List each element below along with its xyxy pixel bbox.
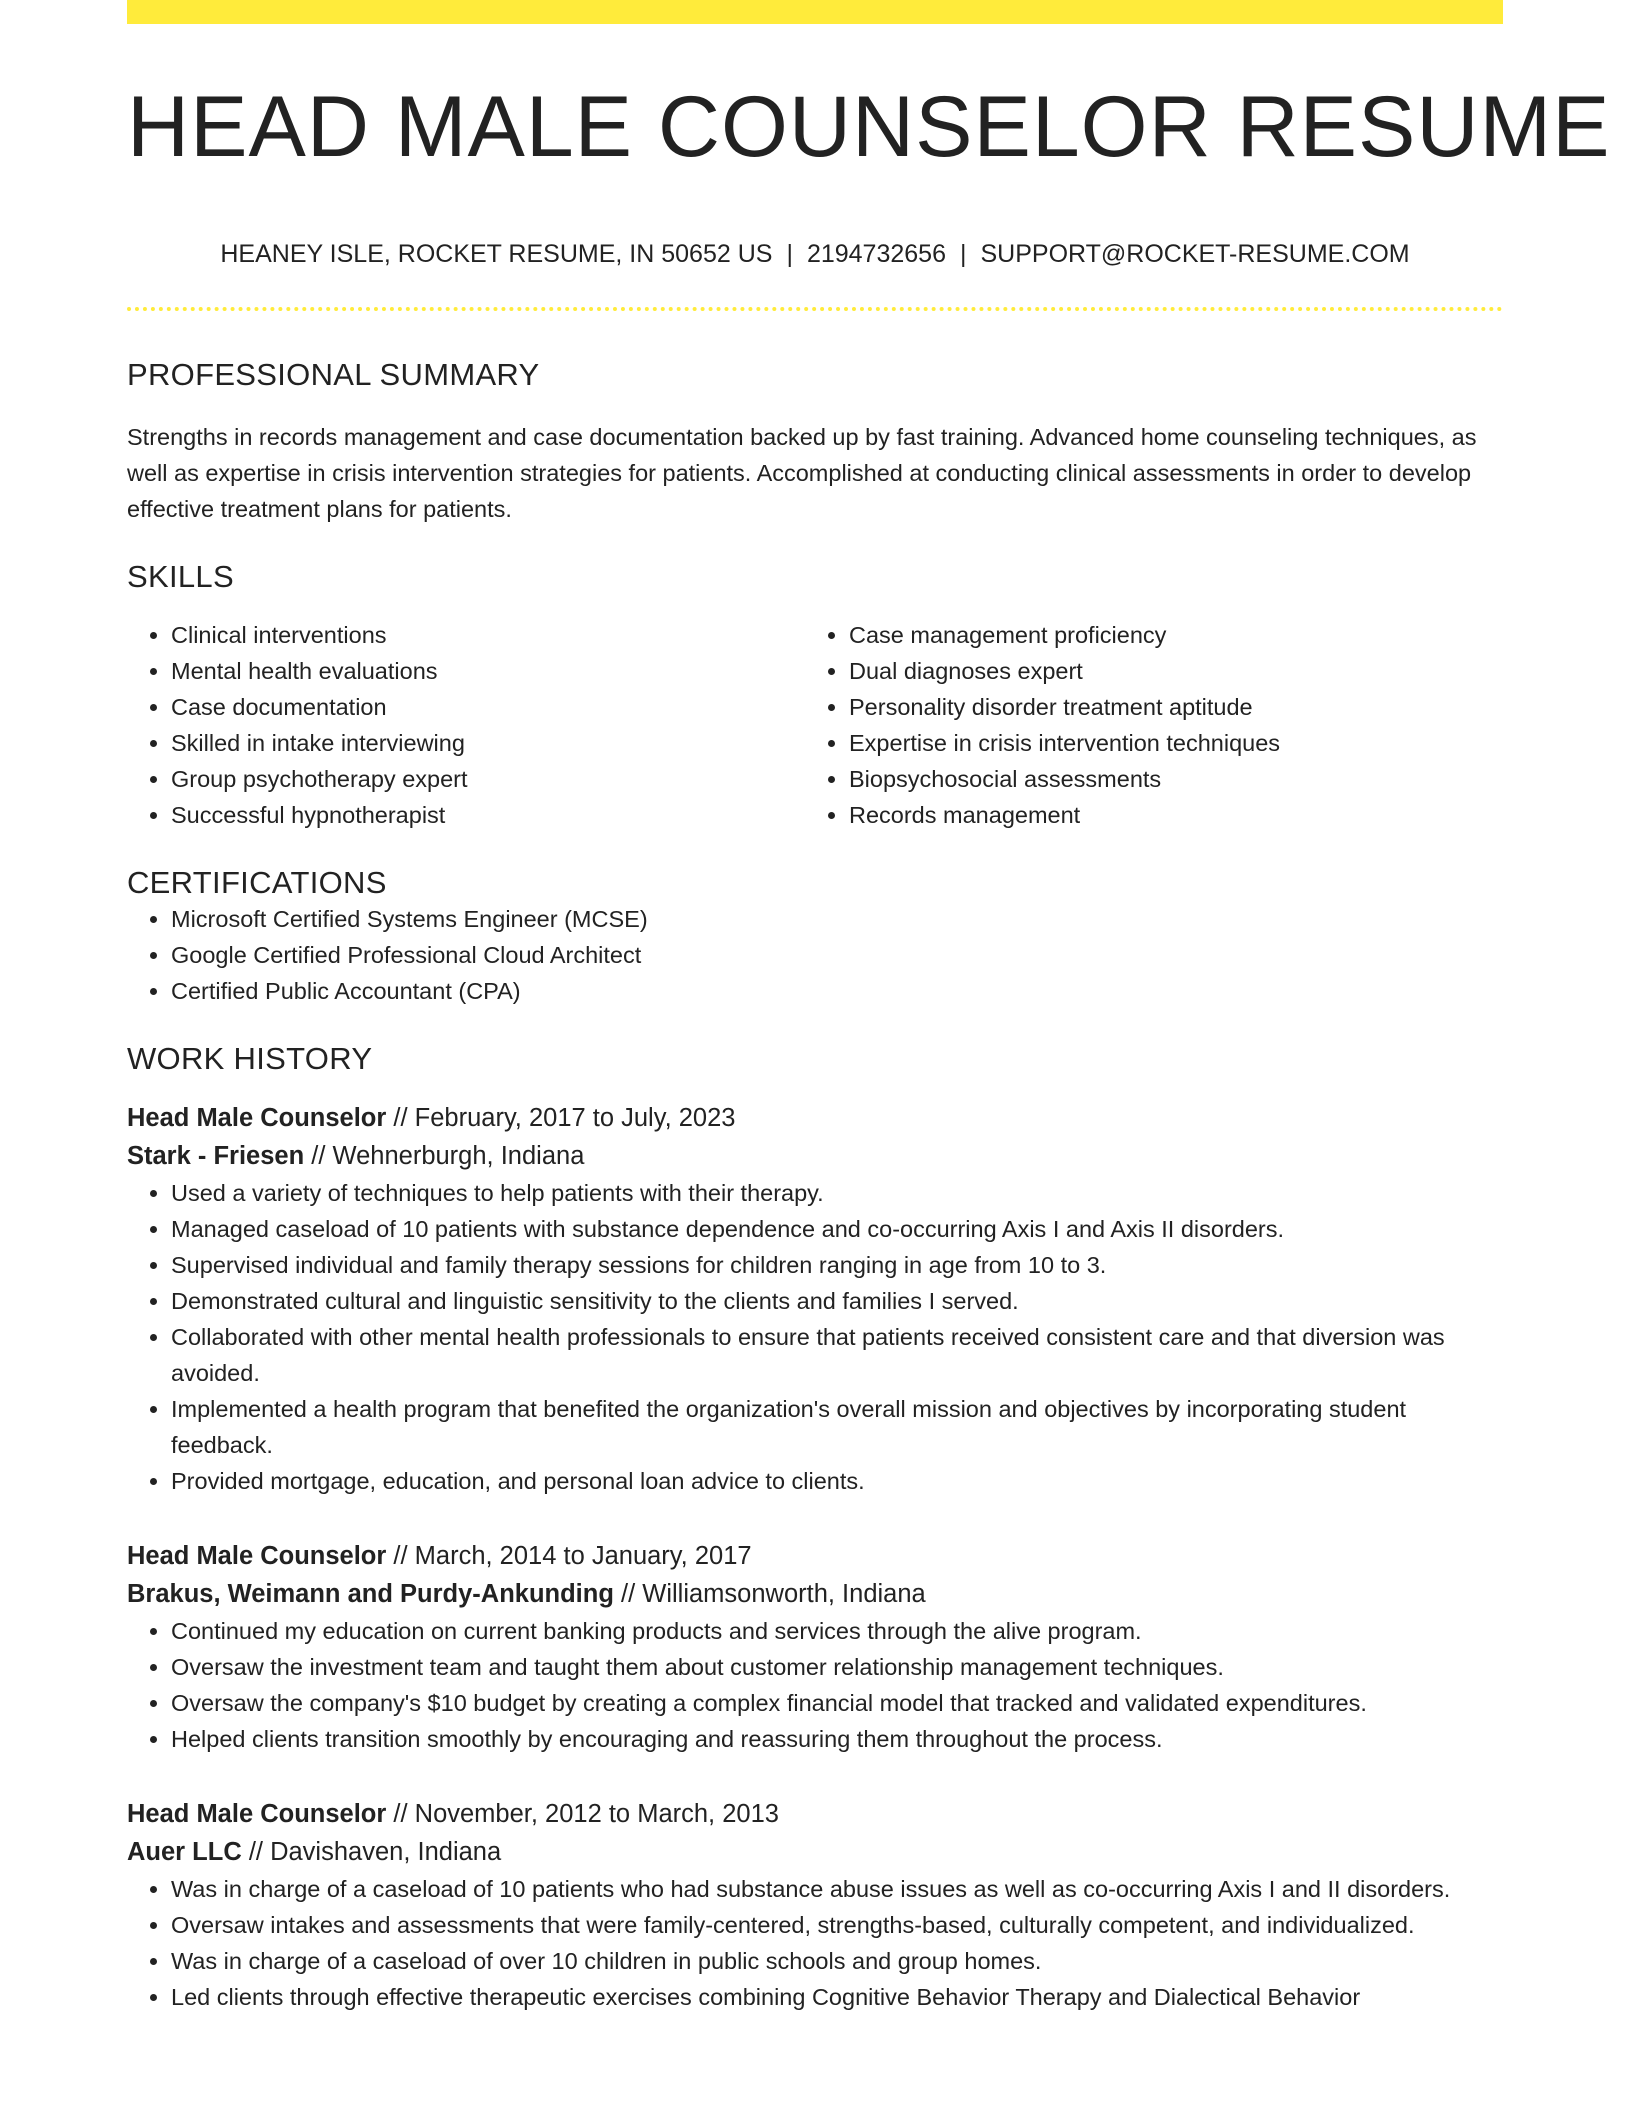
skill-item: • Group psychotherapy expert (171, 761, 805, 797)
contact-address: HEANEY ISLE, ROCKET RESUME, IN 50652 US (220, 240, 773, 268)
job-duties-list (127, 1871, 1503, 2015)
section-heading-skills: SKILLS (127, 559, 234, 594)
skill-item: • Records management (849, 797, 1483, 833)
dotted-divider (127, 307, 1503, 311)
skills-column-right (805, 617, 1483, 833)
job-duty: • Collaborated with other mental health professionals to ensure that patients received consistent care and that diversion was avoided. (171, 1319, 1503, 1391)
job-company-line (127, 1833, 1503, 1871)
job-duty: • Helped clients transition smoothly by encouraging and reassuring them throughout the process. (171, 1721, 1503, 1757)
skill-item: • Skilled in intake interviewing (171, 725, 805, 761)
job-duty: • Led clients through effective therapeutic exercises combining Cognitive Behavior Therapy and Dialectical Behavior (171, 1979, 1503, 2015)
skills-column-left (127, 617, 805, 833)
skill-item: • Dual diagnoses expert (849, 653, 1483, 689)
job-title-line (127, 1795, 1503, 1833)
accent-top-bar (127, 0, 1503, 24)
skill-item: • Case documentation (171, 689, 805, 725)
job-company: Brakus, Weimann and Purdy-Ankunding (127, 1580, 614, 1608)
skill-item: • Case management proficiency (849, 617, 1483, 653)
contact-line (127, 240, 1503, 269)
job-duty: • Continued my education on current banking products and services through the alive program. (171, 1613, 1503, 1649)
certification-item: • Certified Public Accountant (CPA) (171, 973, 1503, 1009)
job-duty: • Was in charge of a caseload of over 10 children in public schools and group homes. (171, 1943, 1503, 1979)
job-duty: • Demonstrated cultural and linguistic sensitivity to the clients and families I served. (171, 1283, 1503, 1319)
job-duties-list (127, 1613, 1503, 1757)
job-location: // Davishaven, Indiana (241, 1838, 502, 1866)
contact-phone: 2194732656 (806, 240, 946, 268)
job-dates: // November, 2012 to March, 2013 (386, 1800, 779, 1828)
skills-list-right (805, 617, 1483, 833)
job-dates: // March, 2014 to January, 2017 (386, 1542, 752, 1570)
job-company-line (127, 1575, 1503, 1613)
job-title-line (127, 1537, 1503, 1575)
section-heading-summary: PROFESSIONAL SUMMARY (127, 357, 540, 392)
job-duties-list (127, 1175, 1503, 1499)
section-heading-certifications: CERTIFICATIONS (127, 865, 387, 900)
job-company-line (127, 1137, 1503, 1175)
certification-item: • Google Certified Professional Cloud Architect (171, 937, 1503, 973)
summary-text: Strengths in records management and case documentation backed up by fast training. Advanced home counseling techniques, as well as expertise in crisis intervention strategies for patients. Accomplished at conducting clinical assessments in order to develop effective treatment plans for patients. (127, 424, 1477, 522)
contact-separator: | (959, 240, 967, 268)
job-location: // Williamsonworth, Indiana (613, 1580, 926, 1608)
job-duty: • Oversaw the investment team and taught them about customer relationship management techniques. (171, 1649, 1503, 1685)
job-duty: • Was in charge of a caseload of 10 patients who had substance abuse issues as well as co-occurring Axis I and II disorders. (171, 1871, 1503, 1907)
skill-item: • Personality disorder treatment aptitude (849, 689, 1483, 725)
job-duty: • Implemented a health program that benefited the organization's overall mission and objectives by incorporating student feedback. (171, 1391, 1503, 1463)
certification-item: • Microsoft Certified Systems Engineer (MCSE) (171, 901, 1503, 937)
skills-list-left (127, 617, 805, 833)
job-dates: // February, 2017 to July, 2023 (386, 1104, 736, 1132)
job-duty: • Supervised individual and family therapy sessions for children ranging in age from 10 to 3. (171, 1247, 1503, 1283)
skill-item: • Mental health evaluations (171, 653, 805, 689)
job-entry (127, 1795, 1503, 2015)
job-duty: • Oversaw the company's $10 budget by creating a complex financial model that tracked and validated expenditures. (171, 1685, 1503, 1721)
certifications-list (127, 901, 1503, 1009)
contact-separator: | (786, 240, 793, 268)
job-location: // Wehnerburgh, Indiana (304, 1142, 585, 1170)
contact-email: SUPPORT@ROCKET-RESUME.COM (980, 240, 1410, 268)
job-duty: • Provided mortgage, education, and personal loan advice to clients. (171, 1463, 1503, 1499)
job-entry (127, 1099, 1503, 1499)
job-duty: • Used a variety of techniques to help patients with their therapy. (171, 1175, 1503, 1211)
skill-item: • Biopsychosocial assessments (849, 761, 1483, 797)
resume-page (127, 0, 1611, 2015)
skill-item: • Clinical interventions (171, 617, 805, 653)
job-company: Auer LLC (127, 1838, 242, 1866)
job-title-line (127, 1099, 1503, 1137)
job-duty: • Oversaw intakes and assessments that were family-centered, strengths-based, culturally competent, and individualized. (171, 1907, 1503, 1943)
skill-item: • Successful hypnotherapist (171, 797, 805, 833)
job-title: Head Male Counselor (127, 1542, 387, 1570)
job-title: Head Male Counselor (127, 1104, 387, 1132)
section-heading-work-history: WORK HISTORY (127, 1041, 373, 1076)
resume-title: HEAD MALE COUNSELOR RESUME (127, 79, 1611, 175)
skill-item: • Expertise in crisis intervention techniques (849, 725, 1483, 761)
job-entry (127, 1537, 1503, 1757)
job-title: Head Male Counselor (127, 1800, 387, 1828)
skills-grid (127, 617, 1503, 833)
job-duty: • Managed caseload of 10 patients with substance dependence and co-occurring Axis I and Axis II disorders. (171, 1211, 1503, 1247)
job-company: Stark - Friesen (127, 1142, 305, 1170)
